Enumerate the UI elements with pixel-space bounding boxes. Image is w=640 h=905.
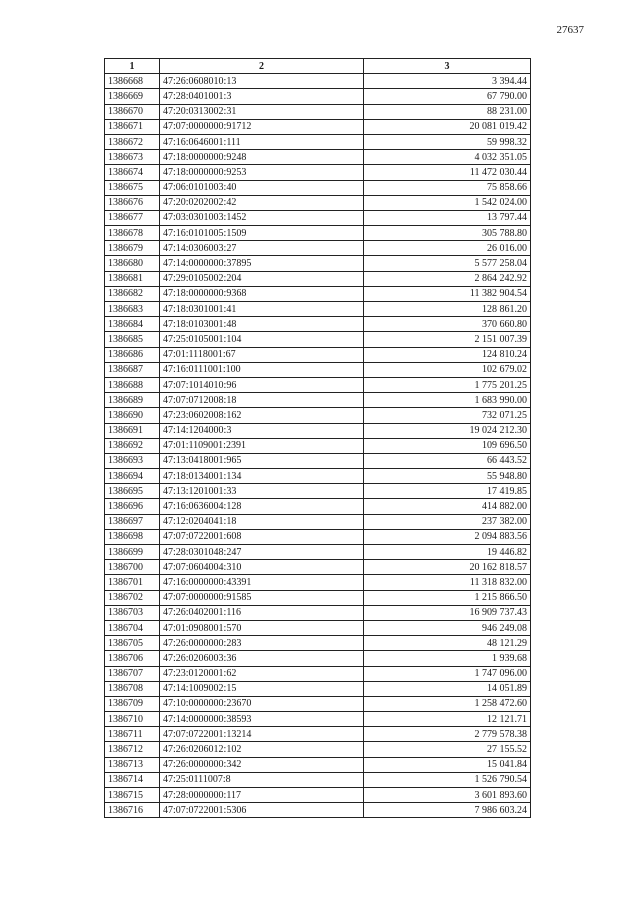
cadastral-number-cell: 47:18:0103001:48: [160, 317, 364, 332]
row-number-cell: 1386714: [105, 772, 160, 787]
value-cell: 1 215 866.50: [364, 590, 531, 605]
value-cell: 75 858.66: [364, 180, 531, 195]
table-row: [105, 757, 531, 772]
row-number-cell: 1386710: [105, 712, 160, 727]
value-cell: 13 797.44: [364, 210, 531, 225]
cadastral-number-cell: 47:26:0402001:116: [160, 605, 364, 620]
value-cell: 1 747 096.00: [364, 666, 531, 681]
row-number-cell: 1386715: [105, 788, 160, 803]
value-cell: 109 696.50: [364, 438, 531, 453]
row-number-cell: 1386707: [105, 666, 160, 681]
table-header: [105, 59, 531, 74]
row-number-cell: 1386693: [105, 453, 160, 468]
table-row: [105, 423, 531, 438]
table-row: [105, 712, 531, 727]
value-cell: 4 032 351.05: [364, 150, 531, 165]
value-cell: 15 041.84: [364, 757, 531, 772]
table-row: [105, 286, 531, 301]
cadastral-number-cell: 47:06:0101003:40: [160, 180, 364, 195]
row-number-cell: 1386698: [105, 529, 160, 544]
row-number-cell: 1386670: [105, 104, 160, 119]
cadastral-number-cell: 47:26:0206003:36: [160, 651, 364, 666]
table-row: [105, 165, 531, 180]
table-row: [105, 651, 531, 666]
cadastral-number-cell: 47:07:0604004:310: [160, 560, 364, 575]
table-row: [105, 545, 531, 560]
cadastral-number-cell: 47:18:0301001:41: [160, 302, 364, 317]
value-cell: 5 577 258.04: [364, 256, 531, 271]
row-number-cell: 1386672: [105, 134, 160, 149]
row-number-cell: 1386679: [105, 241, 160, 256]
value-cell: 20 162 818.57: [364, 560, 531, 575]
row-number-cell: 1386716: [105, 803, 160, 818]
page-number: 27637: [556, 24, 584, 36]
value-cell: 17 419.85: [364, 484, 531, 499]
value-cell: 1 526 790.54: [364, 772, 531, 787]
cadastral-number-cell: 47:18:0000000:9248: [160, 150, 364, 165]
row-number-cell: 1386702: [105, 590, 160, 605]
table-row: [105, 742, 531, 757]
row-number-cell: 1386687: [105, 362, 160, 377]
value-cell: 1 542 024.00: [364, 195, 531, 210]
cadastral-number-cell: 47:14:1009002:15: [160, 681, 364, 696]
registry-table: [104, 58, 531, 818]
value-cell: 11 318 832.00: [364, 575, 531, 590]
row-number-cell: 1386669: [105, 89, 160, 104]
row-number-cell: 1386674: [105, 165, 160, 180]
table-row: [105, 605, 531, 620]
value-cell: 26 016.00: [364, 241, 531, 256]
table-row: [105, 469, 531, 484]
cadastral-number-cell: 47:28:0401001:3: [160, 89, 364, 104]
cadastral-number-cell: 47:01:0908001:570: [160, 620, 364, 635]
cadastral-number-cell: 47:20:0202002:42: [160, 195, 364, 210]
value-cell: 16 909 737.43: [364, 605, 531, 620]
value-cell: 14 051.89: [364, 681, 531, 696]
cadastral-number-cell: 47:18:0134001:134: [160, 469, 364, 484]
cadastral-number-cell: 47:07:0000000:91585: [160, 590, 364, 605]
cadastral-number-cell: 47:07:0712008:18: [160, 393, 364, 408]
cadastral-number-cell: 47:20:0313002:31: [160, 104, 364, 119]
row-number-cell: 1386691: [105, 423, 160, 438]
row-number-cell: 1386697: [105, 514, 160, 529]
cadastral-number-cell: 47:28:0000000:117: [160, 788, 364, 803]
row-number-cell: 1386683: [105, 302, 160, 317]
table-row: [105, 727, 531, 742]
cadastral-number-cell: 47:23:0602008:162: [160, 408, 364, 423]
row-number-cell: 1386671: [105, 119, 160, 134]
value-cell: 27 155.52: [364, 742, 531, 757]
table-row: [105, 74, 531, 89]
row-number-cell: 1386677: [105, 210, 160, 225]
value-cell: 414 882.00: [364, 499, 531, 514]
table-row: [105, 636, 531, 651]
cadastral-number-cell: 47:29:0105002:204: [160, 271, 364, 286]
table-row: [105, 499, 531, 514]
value-cell: 946 249.08: [364, 620, 531, 635]
table-row: [105, 119, 531, 134]
value-cell: 102 679.02: [364, 362, 531, 377]
cadastral-number-cell: 47:26:0000000:283: [160, 636, 364, 651]
cadastral-number-cell: 47:07:0000000:91712: [160, 119, 364, 134]
row-number-cell: 1386711: [105, 727, 160, 742]
cadastral-number-cell: 47:13:0418001:965: [160, 453, 364, 468]
row-number-cell: 1386673: [105, 150, 160, 165]
table-row: [105, 393, 531, 408]
table-row: [105, 332, 531, 347]
row-number-cell: 1386686: [105, 347, 160, 362]
cadastral-number-cell: 47:26:0608010:13: [160, 74, 364, 89]
cadastral-number-cell: 47:14:1204000:3: [160, 423, 364, 438]
row-number-cell: 1386708: [105, 681, 160, 696]
cadastral-number-cell: 47:01:1118001:67: [160, 347, 364, 362]
table-row: [105, 575, 531, 590]
row-number-cell: 1386712: [105, 742, 160, 757]
column-header-3: 3: [364, 59, 531, 74]
table-body: [105, 74, 531, 818]
table-row: [105, 241, 531, 256]
row-number-cell: 1386682: [105, 286, 160, 301]
cadastral-number-cell: 47:16:0101005:1509: [160, 226, 364, 241]
table-row: [105, 666, 531, 681]
table-row: [105, 256, 531, 271]
cadastral-number-cell: 47:18:0000000:9368: [160, 286, 364, 301]
value-cell: 11 472 030.44: [364, 165, 531, 180]
cadastral-number-cell: 47:07:0722001:5306: [160, 803, 364, 818]
value-cell: 67 790.00: [364, 89, 531, 104]
value-cell: 2 094 883.56: [364, 529, 531, 544]
value-cell: 1 683 990.00: [364, 393, 531, 408]
value-cell: 2 151 007.39: [364, 332, 531, 347]
row-number-cell: 1386705: [105, 636, 160, 651]
table-row: [105, 453, 531, 468]
table-row: [105, 134, 531, 149]
table-row: [105, 89, 531, 104]
value-cell: 59 998.32: [364, 134, 531, 149]
value-cell: 128 861.20: [364, 302, 531, 317]
cadastral-number-cell: 47:18:0000000:9253: [160, 165, 364, 180]
cadastral-number-cell: 47:16:0636004:128: [160, 499, 364, 514]
cadastral-number-cell: 47:28:0301048:247: [160, 545, 364, 560]
table-row: [105, 772, 531, 787]
cadastral-number-cell: 47:07:0722001:13214: [160, 727, 364, 742]
row-number-cell: 1386709: [105, 696, 160, 711]
cadastral-number-cell: 47:14:0000000:38593: [160, 712, 364, 727]
row-number-cell: 1386675: [105, 180, 160, 195]
value-cell: 2 779 578.38: [364, 727, 531, 742]
table-row: [105, 377, 531, 392]
row-number-cell: 1386706: [105, 651, 160, 666]
value-cell: 88 231.00: [364, 104, 531, 119]
cadastral-number-cell: 47:16:0646001:111: [160, 134, 364, 149]
value-cell: 55 948.80: [364, 469, 531, 484]
value-cell: 370 660.80: [364, 317, 531, 332]
row-number-cell: 1386700: [105, 560, 160, 575]
value-cell: 7 986 603.24: [364, 803, 531, 818]
table-row: [105, 210, 531, 225]
table-row: [105, 560, 531, 575]
table-row: [105, 788, 531, 803]
cadastral-number-cell: 47:26:0000000:342: [160, 757, 364, 772]
row-number-cell: 1386685: [105, 332, 160, 347]
table-row: [105, 514, 531, 529]
table-row: [105, 484, 531, 499]
table-row: [105, 271, 531, 286]
cadastral-number-cell: 47:25:0105001:104: [160, 332, 364, 347]
cadastral-number-cell: 47:14:0000000:37895: [160, 256, 364, 271]
table-row: [105, 226, 531, 241]
cadastral-number-cell: 47:07:1014010:96: [160, 377, 364, 392]
value-cell: 11 382 904.54: [364, 286, 531, 301]
column-header-2: 2: [160, 59, 364, 74]
value-cell: 19 024 212.30: [364, 423, 531, 438]
cadastral-number-cell: 47:16:0111001:100: [160, 362, 364, 377]
table-row: [105, 302, 531, 317]
row-number-cell: 1386690: [105, 408, 160, 423]
row-number-cell: 1386696: [105, 499, 160, 514]
cadastral-number-cell: 47:10:0000000:23670: [160, 696, 364, 711]
table-row: [105, 438, 531, 453]
table-row: [105, 696, 531, 711]
cadastral-number-cell: 47:03:0301003:1452: [160, 210, 364, 225]
row-number-cell: 1386713: [105, 757, 160, 772]
row-number-cell: 1386681: [105, 271, 160, 286]
value-cell: 1 939.68: [364, 651, 531, 666]
table-row: [105, 408, 531, 423]
cadastral-number-cell: 47:01:1109001:2391: [160, 438, 364, 453]
header-row: [105, 59, 531, 74]
value-cell: 3 601 893.60: [364, 788, 531, 803]
value-cell: 66 443.52: [364, 453, 531, 468]
row-number-cell: 1386699: [105, 545, 160, 560]
value-cell: 3 394.44: [364, 74, 531, 89]
value-cell: 1 258 472.60: [364, 696, 531, 711]
column-header-1: 1: [105, 59, 160, 74]
value-cell: 124 810.24: [364, 347, 531, 362]
table-row: [105, 180, 531, 195]
cadastral-number-cell: 47:13:1201001:33: [160, 484, 364, 499]
row-number-cell: 1386676: [105, 195, 160, 210]
cadastral-number-cell: 47:26:0206012:102: [160, 742, 364, 757]
row-number-cell: 1386684: [105, 317, 160, 332]
value-cell: 19 446.82: [364, 545, 531, 560]
value-cell: 48 121.29: [364, 636, 531, 651]
cadastral-number-cell: 47:14:0306003:27: [160, 241, 364, 256]
table-row: [105, 620, 531, 635]
value-cell: 12 121.71: [364, 712, 531, 727]
row-number-cell: 1386704: [105, 620, 160, 635]
cadastral-number-cell: 47:25:0111007:8: [160, 772, 364, 787]
row-number-cell: 1386692: [105, 438, 160, 453]
value-cell: 2 864 242.92: [364, 271, 531, 286]
table-row: [105, 317, 531, 332]
row-number-cell: 1386688: [105, 377, 160, 392]
table-row: [105, 195, 531, 210]
value-cell: 305 788.80: [364, 226, 531, 241]
table-row: [105, 104, 531, 119]
cadastral-number-cell: 47:07:0722001:608: [160, 529, 364, 544]
row-number-cell: 1386668: [105, 74, 160, 89]
table-row: [105, 590, 531, 605]
cadastral-number-cell: 47:16:0000000:43391: [160, 575, 364, 590]
row-number-cell: 1386689: [105, 393, 160, 408]
row-number-cell: 1386680: [105, 256, 160, 271]
table-row: [105, 150, 531, 165]
table-row: [105, 362, 531, 377]
table-row: [105, 529, 531, 544]
row-number-cell: 1386701: [105, 575, 160, 590]
value-cell: 237 382.00: [364, 514, 531, 529]
value-cell: 20 081 019.42: [364, 119, 531, 134]
cadastral-number-cell: 47:23:0120001:62: [160, 666, 364, 681]
row-number-cell: 1386703: [105, 605, 160, 620]
value-cell: 1 775 201.25: [364, 377, 531, 392]
table-row: [105, 347, 531, 362]
cadastral-number-cell: 47:12:0204041:18: [160, 514, 364, 529]
row-number-cell: 1386695: [105, 484, 160, 499]
value-cell: 732 071.25: [364, 408, 531, 423]
row-number-cell: 1386678: [105, 226, 160, 241]
table-row: [105, 681, 531, 696]
table-row: [105, 803, 531, 818]
row-number-cell: 1386694: [105, 469, 160, 484]
